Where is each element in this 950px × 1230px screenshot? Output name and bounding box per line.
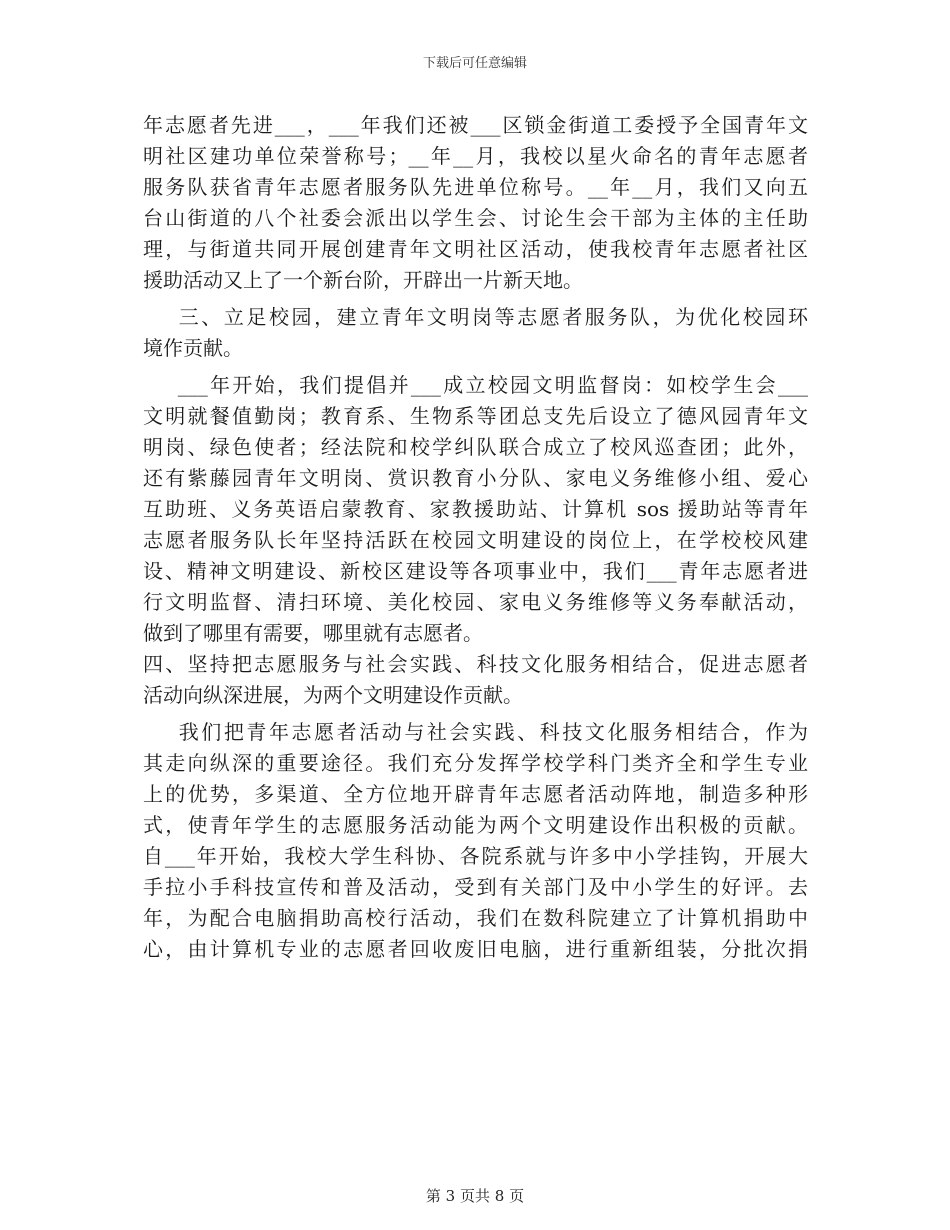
document-body	[143, 110, 808, 965]
text-line: 手拉小手科技宣传和普及活动，受到有关部门及中小学生的好评。去	[143, 875, 808, 899]
text-line: 四、坚持把志愿服务与社会实践、科技文化服务相结合，促进志愿者	[143, 652, 808, 676]
text-line: 活动向纵深进展，为两个文明建设作贡献。	[143, 683, 523, 707]
text-line: 其走向纵深的重要途径。我们充分发挥学校学科门类齐全和学生专业	[143, 751, 808, 775]
paragraph-1	[143, 110, 808, 296]
text-line: 式，使青年学生的志愿服务活动能为两个文明建设作出积极的贡献。	[143, 813, 808, 837]
text-line: 年，为配合电脑捐助高校行活动，我们在数科院建立了计算机捐助中	[143, 906, 808, 930]
page-footer: 第 3 页共 8 页	[425, 1187, 525, 1205]
paragraph-3	[143, 370, 808, 649]
text-line: 做到了哪里有需要，哪里就有志愿者。	[143, 621, 483, 645]
text-line: 心，由计算机专业的志愿者回收废旧电脑，进行重新组装，分批次捐	[143, 937, 808, 961]
text-line: 服务队获省青年志愿者服务队先进单位称号。__年__月，我们又向五	[143, 175, 808, 199]
text-line: 年志愿者先进___，___年我们还被___区锁金街道工委授予全国青年文	[143, 113, 808, 137]
text-line: 还有紫藤园青年文明岗、赏识教育小分队、家电义务维修小组、爱心	[143, 466, 808, 490]
text-line: 设、精神文明建设、新校区建设等各项事业中，我们___青年志愿者进	[143, 559, 808, 583]
section-heading-3	[143, 302, 808, 364]
text-line: 境作贡献。	[143, 336, 243, 360]
text-line: 我们把青年志愿者活动与社会实践、科技文化服务相结合，作为	[143, 720, 808, 744]
text-line: 明岗、绿色使者；经法院和校学纠队联合成立了校风巡查团；此外，	[143, 435, 808, 459]
text-line: 自___年开始，我校大学生科协、各院系就与许多中小学挂钩，开展大	[143, 844, 808, 868]
text-line: ___年开始，我们提倡并___成立校园文明监督岗：如校学生会___	[143, 373, 808, 397]
text-line: 文明就餐值勤岗；教育系、生物系等团总支先后设立了德风园青年文	[143, 404, 808, 428]
text-line: 台山街道的八个社委会派出以学生会、讨论生会干部为主体的主任助	[143, 206, 808, 230]
text-line: 三、立足校园，建立青年文明岗等志愿者服务队，为优化校园环	[143, 305, 808, 329]
text-line: 理，与街道共同开展创建青年文明社区活动，使我校青年志愿者社区	[143, 237, 808, 261]
text-line: 援助活动又上了一个新台阶，开辟出一片新天地。	[143, 268, 583, 292]
text-line: 互助班、义务英语启蒙教育、家教援助站、计算机 sos 援助站等青年	[143, 497, 808, 521]
text-line: 上的优势，多渠道、全方位地开辟青年志愿者活动阵地，制造多种形	[143, 782, 808, 806]
text-line: 行文明监督、清扫环境、美化校园、家电义务维修等义务奉献活动，	[143, 590, 808, 614]
page-header: 下载后可任意编辑	[422, 56, 527, 71]
text-line: 志愿者服务队长年坚持活跃在校园文明建设的岗位上，在学校校风建	[143, 528, 808, 552]
text-line: 明社区建功单位荣誉称号；__年__月，我校以星火命名的青年志愿者	[143, 144, 808, 168]
section-heading-4	[143, 649, 808, 711]
paragraph-5	[143, 717, 808, 965]
